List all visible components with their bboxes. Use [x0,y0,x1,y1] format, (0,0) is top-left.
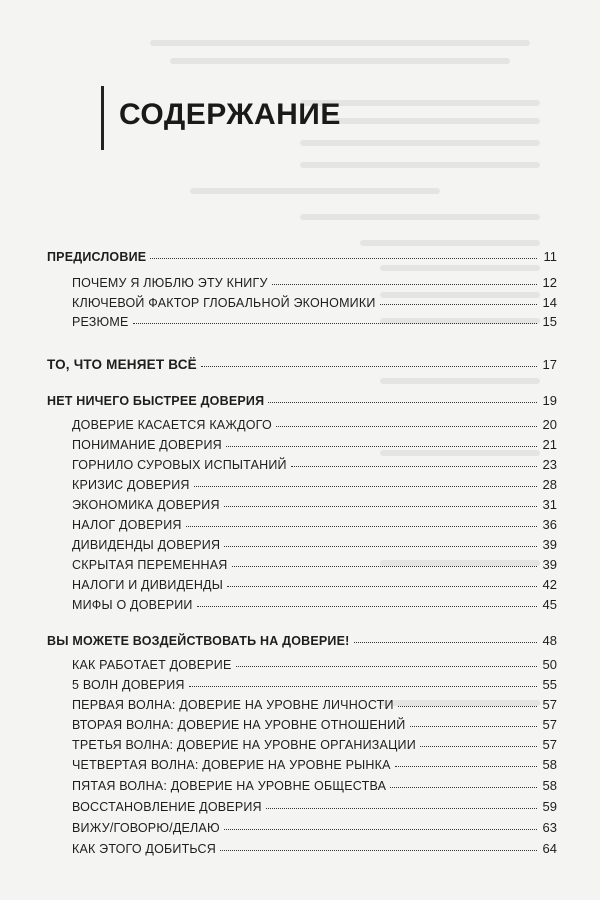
dot-leader [266,807,537,809]
dot-leader [398,705,537,707]
toc-page-number: 17 [542,357,557,372]
toc-page-number: 48 [542,633,557,648]
toc-entry-label: ПОЧЕМУ Я ЛЮБЛЮ ЭТУ КНИГУ [72,276,268,290]
toc-entry[interactable] [72,771,557,793]
toc-entry[interactable] [72,550,557,572]
toc-page-number: 39 [542,537,557,552]
toc-page-number: 19 [542,393,557,408]
toc-entry-label: ТРЕТЬЯ ВОЛНА: ДОВЕРИЕ НА УРОВНЕ ОРГАНИЗАЦИИ [72,738,416,752]
toc-section[interactable] [47,350,557,372]
toc-entry[interactable] [72,670,557,692]
toc-entry-label: ГОРНИЛО СУРОВЫХ ИСПЫТАНИЙ [72,458,287,472]
toc-entry-label: КЛЮЧЕВОЙ ФАКТОР ГЛОБАЛЬНОЙ ЭКОНОМИКИ [72,296,376,310]
dot-leader [224,545,537,547]
toc-page-number: 23 [542,457,557,472]
toc-page-number: 39 [542,557,557,572]
dot-leader [354,641,537,643]
toc-entry[interactable] [72,710,557,732]
dot-leader [189,685,537,687]
toc-entry-label: КРИЗИС ДОВЕРИЯ [72,478,190,492]
toc-page-number: 11 [543,249,557,264]
toc-page-number: 59 [542,799,557,814]
toc-page-number: 57 [542,697,557,712]
toc-page-number: 58 [542,778,557,793]
dot-leader [390,786,537,788]
toc-entry[interactable] [72,307,557,329]
toc-entry-label: ВИЖУ/ГОВОРЮ/ДЕЛАЮ [72,821,220,835]
toc-section-label: ПРЕДИСЛОВИЕ [47,250,147,264]
toc-entry-label: РЕЗЮМЕ [72,315,129,329]
toc-entry-label: НАЛОГИ И ДИВИДЕНДЫ [72,578,223,592]
dot-leader [226,445,537,447]
toc-entry[interactable] [72,834,557,856]
toc-page-number: 57 [542,717,557,732]
dot-leader [150,257,537,259]
dot-leader [227,585,537,587]
dot-leader [268,401,537,403]
toc-page-number: 12 [542,275,557,290]
toc-page-number: 55 [542,677,557,692]
toc-page-number: 58 [542,757,557,772]
toc-entry-label: КАК РАБОТАЕТ ДОВЕРИЕ [72,658,232,672]
toc-section-label: НЕТ НИЧЕГО БЫСТРЕЕ ДОВЕРИЯ [47,394,265,408]
toc-entry-label: ВТОРАЯ ВОЛНА: ДОВЕРИЕ НА УРОВНЕ ОТНОШЕНИЙ [72,718,406,732]
toc-page-number: 57 [542,737,557,752]
toc-section[interactable] [47,626,557,648]
toc-section-label: ТО, ЧТО МЕНЯЕТ ВСЁ [47,357,197,372]
toc-page-number: 31 [542,497,557,512]
toc-section[interactable] [47,386,557,408]
toc-page-number: 64 [542,841,557,856]
dot-leader [197,605,537,607]
toc-entry[interactable] [72,590,557,612]
toc-entry-label: МИФЫ О ДОВЕРИИ [72,598,193,612]
toc-page-number: 63 [542,820,557,835]
page-title: СОДЕРЖАНИЕ [119,98,341,131]
dot-leader [186,525,537,527]
toc-entry[interactable] [72,792,557,814]
toc-entry-label: КАК ЭТОГО ДОБИТЬСЯ [72,842,217,856]
toc-entry[interactable] [72,813,557,835]
toc-page-number: 50 [542,657,557,672]
toc-entry[interactable] [72,730,557,752]
dot-leader [224,505,537,507]
toc-entry[interactable] [72,410,557,432]
toc-section[interactable] [47,242,557,264]
toc-page-number: 14 [542,295,557,310]
toc-entry[interactable] [72,450,557,472]
toc-entry-label: ПЕРВАЯ ВОЛНА: ДОВЕРИЕ НА УРОВНЕ ЛИЧНОСТИ [72,698,394,712]
toc-entry-label: ВОССТАНОВЛЕНИЕ ДОВЕРИЯ [72,800,262,814]
dot-leader [194,485,537,487]
toc-entry-label: СКРЫТАЯ ПЕРЕМЕННАЯ [72,558,228,572]
toc-entry-label: НАЛОГ ДОВЕРИЯ [72,518,182,532]
dot-leader [224,828,537,830]
toc-entry[interactable] [72,510,557,532]
toc-entry-label: 5 ВОЛН ДОВЕРИЯ [72,678,185,692]
dot-leader [220,849,537,851]
dot-leader [236,665,537,667]
toc-entry[interactable] [72,570,557,592]
toc-entry[interactable] [72,268,557,290]
toc-entry-label: ДОВЕРИЕ КАСАЕТСЯ КАЖДОГО [72,418,272,432]
toc-entry[interactable] [72,650,557,672]
toc-entry[interactable] [72,690,557,712]
toc-entry-label: ЭКОНОМИКА ДОВЕРИЯ [72,498,220,512]
toc-entry-label: ПОНИМАНИЕ ДОВЕРИЯ [72,438,222,452]
dot-leader [201,365,537,367]
toc-section-label: ВЫ МОЖЕТЕ ВОЗДЕЙСТВОВАТЬ НА ДОВЕРИЕ! [47,634,350,648]
toc-page-number: 21 [542,437,557,452]
toc-entry-label: ДИВИДЕНДЫ ДОВЕРИЯ [72,538,221,552]
toc-entry[interactable] [72,470,557,492]
dot-leader [232,565,537,567]
toc-page-number: 15 [542,314,557,329]
toc-entry[interactable] [72,530,557,552]
toc-entry-label: ПЯТАЯ ВОЛНА: ДОВЕРИЕ НА УРОВНЕ ОБЩЕСТВА [72,779,387,793]
dot-leader [410,725,538,727]
toc-page-number: 28 [542,477,557,492]
toc-page-number: 42 [542,577,557,592]
dot-leader [420,745,537,747]
dot-leader [395,765,537,767]
toc-entry-label: ЧЕТВЕРТАЯ ВОЛНА: ДОВЕРИЕ НА УРОВНЕ РЫНКА [72,758,391,772]
toc-entry[interactable] [72,490,557,512]
dot-leader [272,283,537,285]
dot-leader [291,465,537,467]
toc-entry[interactable] [72,750,557,772]
toc-page-number: 36 [542,517,557,532]
dot-leader [380,303,537,305]
toc-page-number: 20 [542,417,557,432]
dot-leader [276,425,537,427]
toc-entry[interactable] [72,430,557,452]
toc-page-number: 45 [542,597,557,612]
dot-leader [133,322,537,324]
